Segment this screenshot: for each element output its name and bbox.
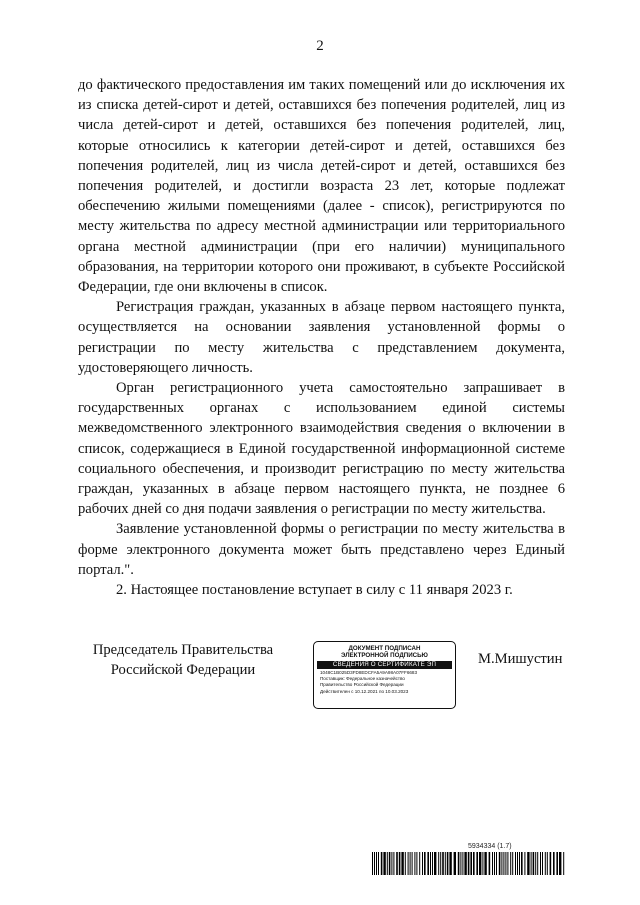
page-number: 2 (316, 38, 324, 54)
barcode-bar (383, 852, 385, 875)
barcode-bar (376, 852, 377, 875)
barcode-bar (391, 852, 392, 875)
electronic-signature-stamp (313, 641, 456, 709)
barcode-bar (533, 852, 535, 875)
barcode-bar (440, 852, 441, 875)
barcode-bar (537, 852, 538, 875)
barcode-bar (405, 852, 406, 875)
barcode-bar (389, 852, 391, 875)
barcode-bar (464, 852, 466, 875)
barcode-bar (496, 852, 497, 875)
stamp-title-line1: ДОКУМЕНТ ПОДПИСАН (348, 645, 421, 652)
barcode-bar (422, 852, 423, 875)
barcode-bar (396, 852, 398, 875)
barcode-bar (521, 852, 523, 875)
barcode-bar (410, 852, 411, 875)
signatory-position (78, 640, 288, 680)
barcode-bar (372, 852, 373, 875)
barcode-bar (468, 852, 470, 875)
barcode-bar (460, 852, 461, 875)
barcode-bar (515, 852, 516, 875)
barcode-bar (531, 852, 532, 875)
paragraph-electronic-application: Заявление установленной формы о регистрации по месту жительства в форме электронного документа может быть представлено через Единый портал.". (78, 521, 565, 578)
barcode-bar (399, 852, 401, 875)
barcode-bar (556, 852, 558, 875)
barcode-bar (449, 852, 451, 875)
barcode-bar (489, 852, 491, 875)
barcode-bar (484, 852, 486, 875)
barcode-bar (501, 852, 502, 875)
barcode-bar (527, 852, 529, 875)
barcode-bar (473, 852, 475, 875)
barcode-bar (401, 852, 403, 875)
barcode-bar (545, 852, 546, 875)
barcode-bar (427, 852, 429, 875)
paragraph-effective-date: 2. Настоящее постановление вступает в силу с 11 января 2023 г. (116, 582, 513, 599)
barcode-bar (550, 852, 552, 875)
barcode-bar (442, 852, 444, 875)
barcode-bar (434, 852, 436, 875)
barcode-bar (416, 852, 417, 875)
barcode-bar (563, 852, 564, 875)
barcode-bar (458, 852, 460, 875)
paragraph-continuation: до фактического предоставления им таких помещений или до исключения их из списка детей-сирот и детей, оставшихся без попечения родителей, лиц из числа детей-сирот и детей, оставшихся без попечения родителей, лиц, которые относились к категории детей-сирот и детей, оставшихся без попечения родителей, лиц из числа детей-сирот и детей, оставшихся без попечения родителей, и достигли возраста 23 лет, которые подлежат обеспечению жилыми помещениями (далее - список), регистрируются по месту жительства по адресу местной администрации или территориального органа местной администрации (при его наличии) муниципального образования, на территории которого они проживают, в субъекте Российской Федерации, где они включены в список. (78, 77, 565, 296)
barcode-bar (414, 852, 415, 875)
barcode-bar (499, 852, 501, 875)
signatory-position-line1: Председатель Правительства (92, 642, 274, 658)
signatory-name: М.Мишустин (478, 651, 563, 667)
signatory-position-line2: Российской Федерации (110, 662, 256, 678)
stamp-certificate-banner: СВЕДЕНИЯ О СЕРТИФИКАТЕ ЭП (317, 661, 452, 669)
barcode-bar (503, 852, 504, 875)
barcode-bar (559, 852, 561, 875)
stamp-title-line2: ЭЛЕКТРОННОЙ ПОДПИСЬЮ (341, 652, 428, 659)
barcode-bar (412, 852, 413, 875)
stamp-serial: 1048C1B025D3FD8EDCFA5A9A98A07FF6683 (320, 670, 418, 675)
barcode-bar (512, 852, 513, 875)
barcode-number: 5934334 (1.7) (468, 843, 512, 850)
barcode-bar (547, 852, 548, 875)
barcode-bar (519, 852, 520, 875)
stamp-title (314, 645, 455, 659)
barcode-bar (445, 852, 446, 875)
barcode-bar (517, 852, 518, 875)
barcode-bar (540, 852, 541, 875)
barcode-bar (438, 852, 439, 875)
barcode-bar (462, 852, 463, 875)
barcode-bar (482, 852, 483, 875)
barcode-bar (378, 852, 379, 875)
barcode-bar (507, 852, 508, 875)
barcode-bar (454, 852, 456, 875)
stamp-issuer-line1: Поставщик: Федеральное казначейство (320, 676, 405, 682)
barcode-bar (374, 852, 375, 875)
paragraph-registration-authority: Орган регистрационного учета самостоятельно запрашивает в государственных органах с использованием единой системы межведомственного электронного взаимодействия сведения о включении в список, содержащиеся в Единой государственной информационной системе социального обеспечения, и производит регистрацию по месту жительства граждан, указанных в абзаце первом настоящего пункта, не позднее 6 рабочих дней со дня подачи заявления о регистрации по месту жительства. (78, 380, 565, 518)
barcode-bar (447, 852, 449, 875)
stamp-validity: Действителен с 10.12.2021 по 10.03.2023 (320, 688, 409, 694)
barcode-bar (408, 852, 409, 875)
barcode-bar (494, 852, 495, 875)
barcode-bar (553, 852, 555, 875)
barcode-bar (470, 852, 472, 875)
paragraph-registration: Регистрация граждан, указанных в абзаце первом настоящего пункта, осуществляется на основании заявления установленной формы о регистрации по месту жительства с представлением документа, удостоверяющего личность. (78, 299, 565, 376)
stamp-issuer-line2: Правительство Российской Федерации (320, 682, 404, 688)
barcode-bar (476, 852, 478, 875)
document-body (78, 75, 565, 600)
barcode-bar (535, 852, 536, 875)
barcode-bar (510, 852, 511, 875)
barcode-bar (492, 852, 493, 875)
barcode-bar (424, 852, 426, 875)
barcode-bar (524, 852, 525, 875)
barcode-bar (393, 852, 394, 875)
barcode-bar (430, 852, 431, 875)
barcode-bar (432, 852, 433, 875)
barcode-bar (381, 852, 383, 875)
barcode-bar (419, 852, 420, 875)
barcode-bar (387, 852, 388, 875)
barcode-bar (479, 852, 481, 875)
barcode-image (372, 852, 565, 875)
barcode-bar (542, 852, 543, 875)
barcode-bar (505, 852, 506, 875)
